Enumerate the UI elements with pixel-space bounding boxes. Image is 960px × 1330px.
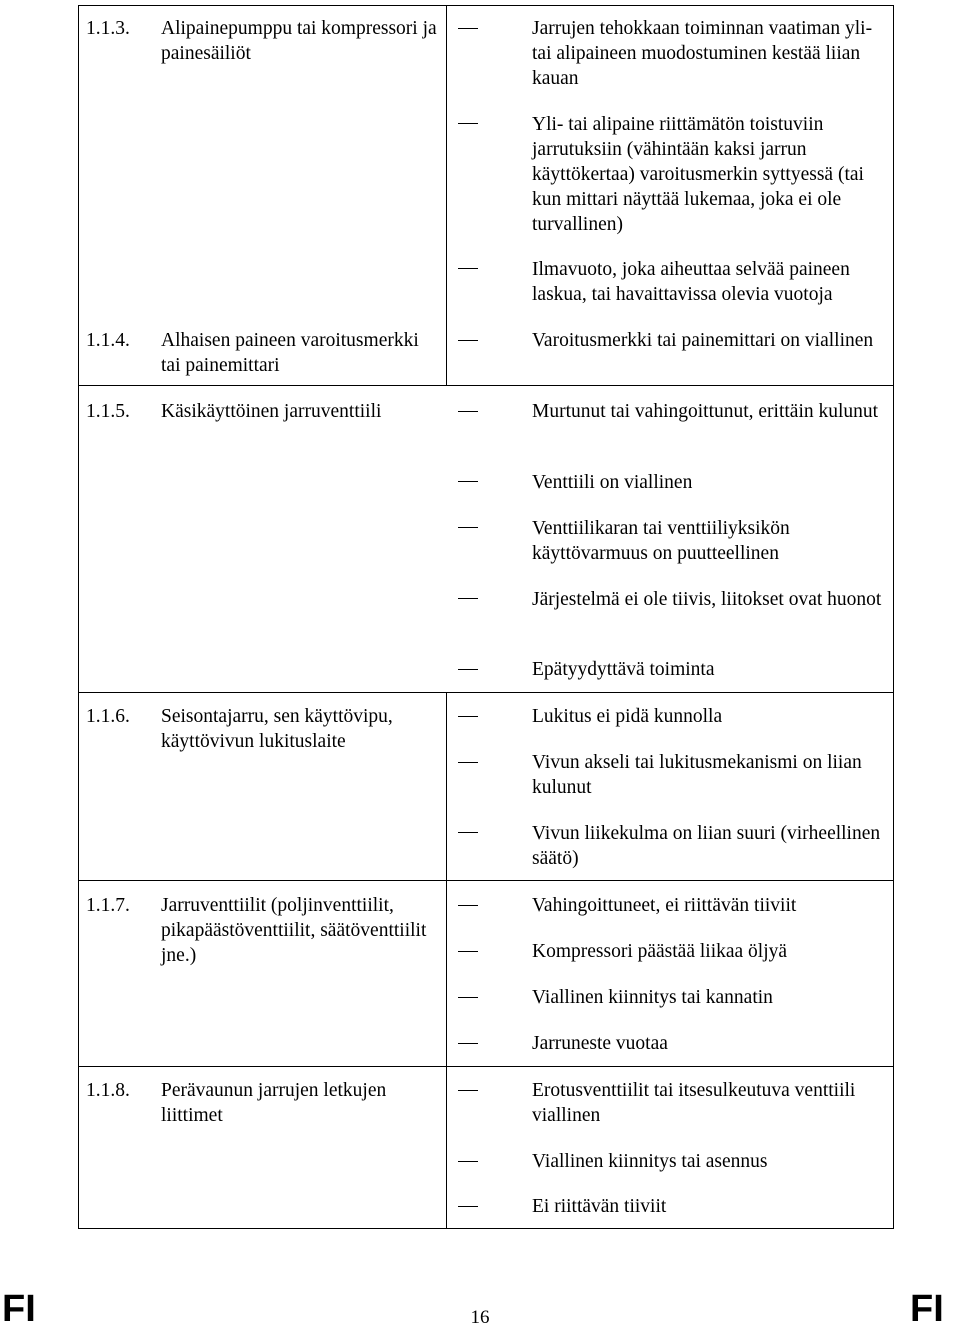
column-divider-upper xyxy=(446,5,447,385)
language-code-right: FI xyxy=(910,1288,944,1330)
list-item: Jarruneste vuotaa xyxy=(532,1033,668,1054)
dash-marker xyxy=(458,1161,478,1162)
row-number: 1.1.5. xyxy=(86,401,130,422)
row-title: Perävaunun jarrujen letkujen liittimet xyxy=(161,1080,387,1126)
list-item: Vivun akseli tai lukitusmekanismi on liian kulunut xyxy=(532,752,862,798)
table-top-border xyxy=(78,5,894,6)
list-item: Vivun liikekulma on liian suuri (virheellinen säätö) xyxy=(532,823,881,869)
list-item: Viallinen kiinnitys tai kannatin xyxy=(532,987,773,1008)
row-title: Käsikäyttöinen jarruventtiili xyxy=(161,401,382,422)
dash-marker xyxy=(458,832,478,833)
list-item: Epätyydyttävä toiminta xyxy=(532,659,715,680)
dash-marker xyxy=(458,905,478,906)
list-item: Jarrujen tehokkaan toiminnan vaatiman yli- tai alipaineen muodostuminen kestää liian kauan xyxy=(532,18,873,89)
dash-marker xyxy=(458,268,478,269)
list-item: Venttiili on viallinen xyxy=(532,472,693,493)
list-item: Ei riittävän tiiviit xyxy=(532,1196,667,1217)
dash-marker xyxy=(458,1043,478,1044)
left-border xyxy=(78,5,79,1229)
dash-marker xyxy=(458,669,478,670)
row-divider-1 xyxy=(78,385,894,386)
row-divider-2 xyxy=(78,692,894,693)
dash-marker xyxy=(458,762,478,763)
dash-marker xyxy=(458,411,478,412)
list-item: Murtunut tai vahingoittunut, erittäin kulunut xyxy=(532,401,879,422)
row-title: Seisontajarru, sen käyttövipu, käyttövivun lukituslaite xyxy=(161,706,393,752)
row-title: Jarruventtiilit (poljinventtiilit, pikapäästöventtiilit, säätöventtiilit jne.) xyxy=(161,895,427,966)
dash-marker xyxy=(458,997,478,998)
list-item: Viallinen kiinnitys tai asennus xyxy=(532,1151,768,1172)
column-divider-lower xyxy=(446,692,447,1229)
list-item: Erotusventtiilit tai itsesulkeutuva venttiili viallinen xyxy=(532,1080,856,1126)
dash-marker xyxy=(458,1090,478,1091)
table-bottom-border xyxy=(78,1228,894,1229)
dash-marker xyxy=(458,716,478,717)
dash-marker xyxy=(458,527,478,528)
row-number: 1.1.6. xyxy=(86,706,130,727)
row-divider-4 xyxy=(78,1066,894,1067)
list-item: Varoitusmerkki tai painemittari on viallinen xyxy=(532,330,874,351)
row-number: 1.1.8. xyxy=(86,1080,130,1101)
row-divider-3 xyxy=(78,880,894,881)
list-item: Lukitus ei pidä kunnolla xyxy=(532,706,723,727)
list-item: Järjestelmä ei ole tiivis, liitokset ovat huonot xyxy=(532,589,882,610)
right-border xyxy=(893,5,894,1229)
row-number: 1.1.3. xyxy=(86,18,130,39)
list-item: Ilmavuoto, joka aiheuttaa selvää paineen laskua, tai havaittavissa olevia vuotoja xyxy=(532,259,850,305)
page-number: 16 xyxy=(470,1307,490,1328)
list-item: Yli- tai alipaine riittämätön toistuviin jarrutuksiin (vähintään kaksi jarrun käyttökertaa) varoitusmerkin syttyessä (tai kun mittari näyttää lukemaa, joka ei ole turvallinen) xyxy=(532,114,864,235)
dash-marker xyxy=(458,123,478,124)
row-number: 1.1.4. xyxy=(86,330,130,351)
dash-marker xyxy=(458,481,478,482)
list-item: Vahingoittuneet, ei riittävän tiiviit xyxy=(532,895,797,916)
list-item: Venttiilikaran tai venttiiliyksikön käyttövarmuus on puutteellinen xyxy=(532,518,790,564)
dash-marker xyxy=(458,1206,478,1207)
dash-marker xyxy=(458,340,478,341)
language-code-left: FI xyxy=(2,1288,36,1330)
dash-marker xyxy=(458,28,478,29)
dash-marker xyxy=(458,951,478,952)
list-item: Kompressori päästää liikaa öljyä xyxy=(532,941,788,962)
dash-marker xyxy=(458,598,478,599)
row-title: Alhaisen paineen varoitusmerkki tai painemittari xyxy=(161,330,419,376)
row-number: 1.1.7. xyxy=(86,895,130,916)
row-title: Alipainepumppu tai kompressori ja painesäiliöt xyxy=(161,18,437,64)
